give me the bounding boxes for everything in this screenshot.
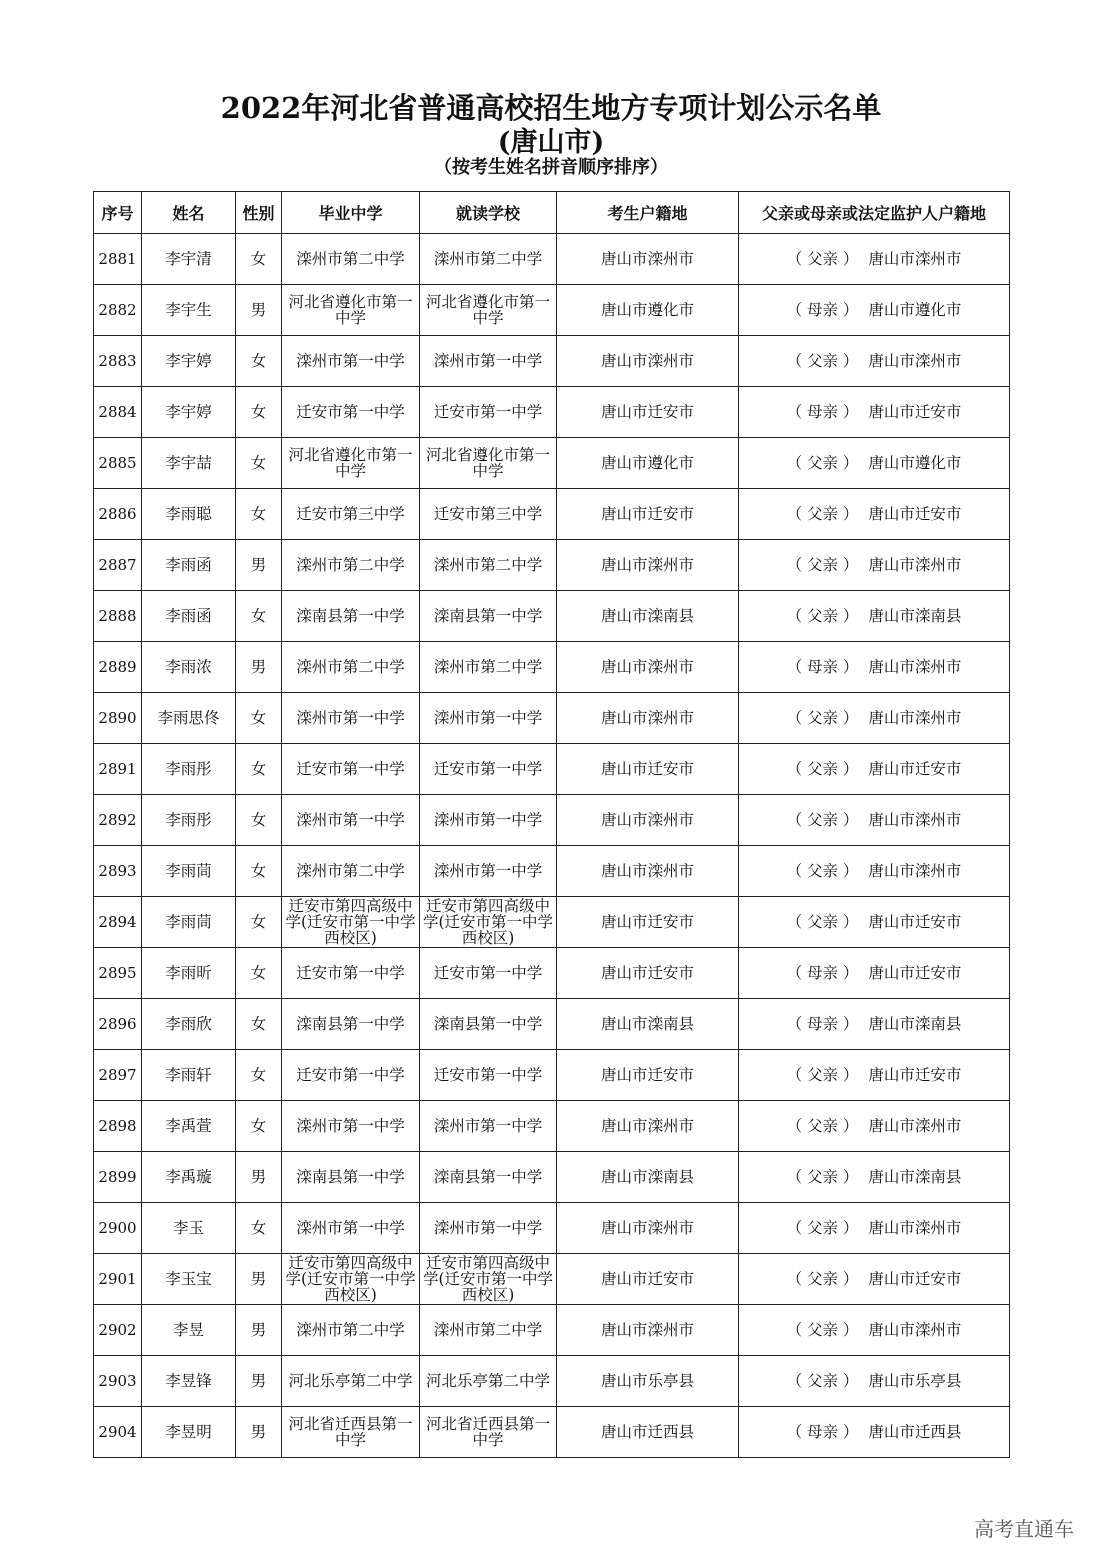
- cell-seq: 2881: [94, 234, 142, 285]
- cell-current-school: 滦州市第二中学: [420, 1305, 557, 1356]
- cell-gender: 女: [236, 693, 282, 744]
- cell-hukou: 唐山市迁安市: [557, 744, 739, 795]
- guardian-place: 唐山市迁安市: [868, 760, 962, 778]
- cell-current-school: 滦州市第一中学: [420, 795, 557, 846]
- cell-guardian-hukou: [739, 234, 1010, 285]
- guardian-place: 唐山市滦州市: [868, 811, 962, 829]
- guardian-relation: （ 父亲 ）: [786, 1270, 859, 1288]
- guardian-place: 唐山市滦州市: [868, 556, 962, 574]
- cell-hukou: 唐山市滦州市: [557, 642, 739, 693]
- watermark-text: 高考直通车: [974, 1517, 1074, 1541]
- cell-guardian-hukou: [739, 1356, 1010, 1407]
- cell-gender: 女: [236, 948, 282, 999]
- guardian-place: 唐山市迁西县: [868, 1423, 962, 1441]
- cell-guardian-hukou: [739, 897, 1010, 948]
- cell-hukou: 唐山市滦州市: [557, 234, 739, 285]
- cell-seq: 2883: [94, 336, 142, 387]
- cell-gender: 女: [236, 744, 282, 795]
- cell-seq: 2890: [94, 693, 142, 744]
- cell-guardian-hukou: [739, 999, 1010, 1050]
- cell-grad-school: 河北省遵化市第一中学: [282, 438, 420, 489]
- cell-grad-school: 河北省遵化市第一中学: [282, 285, 420, 336]
- cell-gender: 男: [236, 1407, 282, 1458]
- cell-guardian-hukou: [739, 1254, 1010, 1305]
- cell-guardian-hukou: [739, 948, 1010, 999]
- guardian-place: 唐山市迁安市: [868, 403, 962, 421]
- cell-seq: 2892: [94, 795, 142, 846]
- cell-hukou: 唐山市迁西县: [557, 1407, 739, 1458]
- cell-hukou: 唐山市迁安市: [557, 387, 739, 438]
- cell-grad-school: 滦州市第二中学: [282, 540, 420, 591]
- cell-seq: 2884: [94, 387, 142, 438]
- cell-seq: 2903: [94, 1356, 142, 1407]
- cell-name: 李雨彤: [142, 795, 236, 846]
- cell-gender: 男: [236, 1356, 282, 1407]
- guardian-place: 唐山市迁安市: [868, 913, 962, 931]
- cell-gender: 女: [236, 897, 282, 948]
- roster-table: [93, 191, 1010, 1458]
- cell-grad-school: 滦州市第二中学: [282, 846, 420, 897]
- cell-grad-school: 滦州市第一中学: [282, 1203, 420, 1254]
- cell-grad-school: 滦南县第一中学: [282, 1152, 420, 1203]
- cell-name: 李雨思佟: [142, 693, 236, 744]
- header-gender: 性别: [236, 192, 282, 234]
- cell-gender: 男: [236, 540, 282, 591]
- cell-hukou: 唐山市滦州市: [557, 540, 739, 591]
- cell-current-school: 滦州市第二中学: [420, 642, 557, 693]
- cell-name: 李雨茼: [142, 846, 236, 897]
- cell-name: 李雨昕: [142, 948, 236, 999]
- cell-name: 李雨欣: [142, 999, 236, 1050]
- table-row: [94, 591, 1010, 642]
- guardian-relation: （ 母亲 ）: [786, 301, 859, 319]
- cell-gender: 女: [236, 795, 282, 846]
- cell-name: 李宇生: [142, 285, 236, 336]
- header-hukou: 考生户籍地: [557, 192, 739, 234]
- table-row: [94, 1050, 1010, 1101]
- cell-seq: 2891: [94, 744, 142, 795]
- cell-seq: 2897: [94, 1050, 142, 1101]
- cell-seq: 2895: [94, 948, 142, 999]
- cell-hukou: 唐山市滦州市: [557, 795, 739, 846]
- guardian-place: 唐山市滦南县: [868, 1015, 962, 1033]
- cell-gender: 女: [236, 1203, 282, 1254]
- cell-hukou: 唐山市滦州市: [557, 336, 739, 387]
- cell-hukou: 唐山市滦州市: [557, 1101, 739, 1152]
- table-row: [94, 438, 1010, 489]
- cell-seq: 2899: [94, 1152, 142, 1203]
- cell-current-school: 河北省迁西县第一中学: [420, 1407, 557, 1458]
- cell-guardian-hukou: [739, 591, 1010, 642]
- cell-grad-school: 迁安市第一中学: [282, 1050, 420, 1101]
- cell-guardian-hukou: [739, 1050, 1010, 1101]
- guardian-relation: （ 父亲 ）: [786, 607, 859, 625]
- guardian-relation: （ 父亲 ）: [786, 505, 859, 523]
- cell-hukou: 唐山市滦南县: [557, 591, 739, 642]
- table-header-row: [94, 192, 1010, 234]
- guardian-place: 唐山市迁安市: [868, 1066, 962, 1084]
- cell-current-school: 滦州市第一中学: [420, 846, 557, 897]
- cell-guardian-hukou: [739, 1101, 1010, 1152]
- cell-name: 李昱明: [142, 1407, 236, 1458]
- table-row: [94, 642, 1010, 693]
- table-row: [94, 1356, 1010, 1407]
- cell-guardian-hukou: [739, 1305, 1010, 1356]
- cell-hukou: 唐山市乐亭县: [557, 1356, 739, 1407]
- cell-grad-school: 迁安市第四高级中学(迁安市第一中学西校区): [282, 1254, 420, 1305]
- table-row: [94, 234, 1010, 285]
- cell-gender: 女: [236, 846, 282, 897]
- guardian-place: 唐山市滦州市: [868, 862, 962, 880]
- cell-seq: 2898: [94, 1101, 142, 1152]
- cell-grad-school: 河北乐亭第二中学: [282, 1356, 420, 1407]
- guardian-relation: （ 父亲 ）: [786, 556, 859, 574]
- cell-grad-school: 滦州市第一中学: [282, 336, 420, 387]
- cell-current-school: 河北乐亭第二中学: [420, 1356, 557, 1407]
- table-body: [94, 234, 1010, 1458]
- guardian-place: 唐山市滦州市: [868, 352, 962, 370]
- guardian-place: 唐山市迁安市: [868, 1270, 962, 1288]
- guardian-relation: （ 父亲 ）: [786, 250, 859, 268]
- cell-guardian-hukou: [739, 489, 1010, 540]
- cell-name: 李宇婷: [142, 336, 236, 387]
- cell-guardian-hukou: [739, 336, 1010, 387]
- cell-hukou: 唐山市滦南县: [557, 999, 739, 1050]
- cell-grad-school: 滦州市第二中学: [282, 234, 420, 285]
- cell-current-school: 滦州市第二中学: [420, 540, 557, 591]
- cell-grad-school: 滦州市第一中学: [282, 1101, 420, 1152]
- cell-current-school: 滦州市第一中学: [420, 336, 557, 387]
- guardian-relation: （ 父亲 ）: [786, 862, 859, 880]
- cell-gender: 女: [236, 999, 282, 1050]
- cell-name: 李宇婷: [142, 387, 236, 438]
- cell-name: 李宇喆: [142, 438, 236, 489]
- cell-grad-school: 迁安市第四高级中学(迁安市第一中学西校区): [282, 897, 420, 948]
- guardian-place: 唐山市迁安市: [868, 505, 962, 523]
- guardian-place: 唐山市滦南县: [868, 1168, 962, 1186]
- page-subtitle: (唐山市): [497, 127, 605, 158]
- cell-gender: 女: [236, 336, 282, 387]
- cell-hukou: 唐山市滦州市: [557, 693, 739, 744]
- cell-current-school: 河北省遵化市第一中学: [420, 438, 557, 489]
- cell-gender: 男: [236, 285, 282, 336]
- cell-seq: 2893: [94, 846, 142, 897]
- guardian-place: 唐山市遵化市: [868, 454, 962, 472]
- cell-name: 李玉: [142, 1203, 236, 1254]
- cell-hukou: 唐山市迁安市: [557, 948, 739, 999]
- cell-hukou: 唐山市滦州市: [557, 1203, 739, 1254]
- cell-guardian-hukou: [739, 1407, 1010, 1458]
- cell-current-school: 迁安市第一中学: [420, 387, 557, 438]
- cell-guardian-hukou: [739, 642, 1010, 693]
- table-row: [94, 693, 1010, 744]
- guardian-place: 唐山市滦州市: [868, 709, 962, 727]
- guardian-relation: （ 母亲 ）: [786, 1015, 859, 1033]
- cell-gender: 女: [236, 234, 282, 285]
- header-guardian-hukou: 父亲或母亲或法定监护人户籍地: [739, 192, 1010, 234]
- table-row: [94, 1305, 1010, 1356]
- cell-seq: 2902: [94, 1305, 142, 1356]
- table-row: [94, 897, 1010, 948]
- cell-gender: 男: [236, 1152, 282, 1203]
- cell-name: 李昱锋: [142, 1356, 236, 1407]
- guardian-relation: （ 父亲 ）: [786, 352, 859, 370]
- cell-name: 李宇清: [142, 234, 236, 285]
- table-row: [94, 1407, 1010, 1458]
- guardian-place: 唐山市滦州市: [868, 1117, 962, 1135]
- guardian-relation: （ 父亲 ）: [786, 1117, 859, 1135]
- cell-gender: 女: [236, 591, 282, 642]
- cell-grad-school: 滦州市第二中学: [282, 642, 420, 693]
- cell-hukou: 唐山市迁安市: [557, 1254, 739, 1305]
- cell-current-school: 迁安市第一中学: [420, 744, 557, 795]
- guardian-relation: （ 父亲 ）: [786, 709, 859, 727]
- cell-name: 李玉宝: [142, 1254, 236, 1305]
- cell-seq: 2896: [94, 999, 142, 1050]
- guardian-relation: （ 母亲 ）: [786, 403, 859, 421]
- guardian-relation: （ 父亲 ）: [786, 1219, 859, 1237]
- guardian-place: 唐山市滦州市: [868, 1321, 962, 1339]
- cell-guardian-hukou: [739, 285, 1010, 336]
- cell-hukou: 唐山市迁安市: [557, 897, 739, 948]
- cell-current-school: 滦南县第一中学: [420, 999, 557, 1050]
- cell-seq: 2887: [94, 540, 142, 591]
- cell-grad-school: 迁安市第一中学: [282, 744, 420, 795]
- guardian-place: 唐山市迁安市: [868, 964, 962, 982]
- table-row: [94, 1152, 1010, 1203]
- cell-seq: 2894: [94, 897, 142, 948]
- table-row: [94, 999, 1010, 1050]
- cell-hukou: 唐山市滦州市: [557, 846, 739, 897]
- cell-current-school: 迁安市第四高级中学(迁安市第一中学西校区): [420, 1254, 557, 1305]
- cell-gender: 女: [236, 1101, 282, 1152]
- cell-seq: 2900: [94, 1203, 142, 1254]
- table-row: [94, 846, 1010, 897]
- cell-gender: 女: [236, 438, 282, 489]
- table-row: [94, 1101, 1010, 1152]
- table-row: [94, 540, 1010, 591]
- cell-grad-school: 滦南县第一中学: [282, 999, 420, 1050]
- cell-grad-school: 滦州市第二中学: [282, 1305, 420, 1356]
- cell-gender: 女: [236, 489, 282, 540]
- guardian-relation: （ 父亲 ）: [786, 1066, 859, 1084]
- cell-name: 李昱: [142, 1305, 236, 1356]
- header-name: 姓名: [142, 192, 236, 234]
- table-row: [94, 285, 1010, 336]
- guardian-relation: （ 母亲 ）: [786, 1423, 859, 1441]
- cell-gender: 男: [236, 1254, 282, 1305]
- cell-name: 李禹萱: [142, 1101, 236, 1152]
- cell-seq: 2889: [94, 642, 142, 693]
- cell-gender: 女: [236, 1050, 282, 1101]
- cell-name: 李雨轩: [142, 1050, 236, 1101]
- cell-seq: 2904: [94, 1407, 142, 1458]
- table-row: [94, 744, 1010, 795]
- cell-current-school: 河北省遵化市第一中学: [420, 285, 557, 336]
- sort-note: （按考生姓名拼音顺序排序）: [434, 157, 668, 178]
- guardian-place: 唐山市滦南县: [868, 607, 962, 625]
- cell-guardian-hukou: [739, 540, 1010, 591]
- cell-current-school: 迁安市第三中学: [420, 489, 557, 540]
- cell-grad-school: 迁安市第三中学: [282, 489, 420, 540]
- cell-gender: 男: [236, 1305, 282, 1356]
- table-row: [94, 387, 1010, 438]
- cell-guardian-hukou: [739, 438, 1010, 489]
- cell-seq: 2885: [94, 438, 142, 489]
- cell-name: 李雨茼: [142, 897, 236, 948]
- header-current-school: 就读学校: [420, 192, 557, 234]
- cell-current-school: 滦南县第一中学: [420, 591, 557, 642]
- page-title: 2022年河北省普通高校招生地方专项计划公示名单: [220, 91, 882, 125]
- cell-guardian-hukou: [739, 744, 1010, 795]
- cell-hukou: 唐山市滦州市: [557, 1305, 739, 1356]
- cell-hukou: 唐山市滦南县: [557, 1152, 739, 1203]
- cell-current-school: 滦南县第一中学: [420, 1152, 557, 1203]
- table-row: [94, 489, 1010, 540]
- cell-hukou: 唐山市迁安市: [557, 489, 739, 540]
- cell-hukou: 唐山市遵化市: [557, 438, 739, 489]
- cell-gender: 女: [236, 387, 282, 438]
- header-seq: 序号: [94, 192, 142, 234]
- cell-current-school: 滦州市第一中学: [420, 1203, 557, 1254]
- guardian-relation: （ 父亲 ）: [786, 913, 859, 931]
- cell-current-school: 迁安市第一中学: [420, 948, 557, 999]
- guardian-relation: （ 父亲 ）: [786, 811, 859, 829]
- table-row: [94, 795, 1010, 846]
- table-row: [94, 336, 1010, 387]
- cell-grad-school: 滦州市第一中学: [282, 693, 420, 744]
- cell-current-school: 迁安市第四高级中学(迁安市第一中学西校区): [420, 897, 557, 948]
- guardian-relation: （ 母亲 ）: [786, 964, 859, 982]
- cell-current-school: 滦州市第一中学: [420, 1101, 557, 1152]
- cell-name: 李雨浓: [142, 642, 236, 693]
- guardian-place: 唐山市滦州市: [868, 658, 962, 676]
- cell-guardian-hukou: [739, 387, 1010, 438]
- table-row: [94, 948, 1010, 999]
- guardian-relation: （ 父亲 ）: [786, 760, 859, 778]
- cell-seq: 2901: [94, 1254, 142, 1305]
- cell-current-school: 滦州市第二中学: [420, 234, 557, 285]
- table-row: [94, 1254, 1010, 1305]
- cell-name: 李雨彤: [142, 744, 236, 795]
- cell-guardian-hukou: [739, 1203, 1010, 1254]
- guardian-relation: （ 父亲 ）: [786, 1168, 859, 1186]
- guardian-place: 唐山市遵化市: [868, 301, 962, 319]
- table-row: [94, 1203, 1010, 1254]
- guardian-place: 唐山市乐亭县: [868, 1372, 962, 1390]
- guardian-relation: （ 父亲 ）: [786, 454, 859, 472]
- header-grad-school: 毕业中学: [282, 192, 420, 234]
- guardian-relation: （ 母亲 ）: [786, 658, 859, 676]
- cell-name: 李雨函: [142, 540, 236, 591]
- cell-name: 李雨聪: [142, 489, 236, 540]
- cell-grad-school: 滦南县第一中学: [282, 591, 420, 642]
- cell-name: 李雨函: [142, 591, 236, 642]
- cell-hukou: 唐山市迁安市: [557, 1050, 739, 1101]
- guardian-relation: （ 父亲 ）: [786, 1372, 859, 1390]
- cell-grad-school: 迁安市第一中学: [282, 948, 420, 999]
- cell-name: 李禹璇: [142, 1152, 236, 1203]
- cell-guardian-hukou: [739, 846, 1010, 897]
- cell-seq: 2882: [94, 285, 142, 336]
- cell-gender: 男: [236, 642, 282, 693]
- cell-current-school: 滦州市第一中学: [420, 693, 557, 744]
- cell-hukou: 唐山市遵化市: [557, 285, 739, 336]
- cell-grad-school: 迁安市第一中学: [282, 387, 420, 438]
- cell-seq: 2886: [94, 489, 142, 540]
- guardian-place: 唐山市滦州市: [868, 250, 962, 268]
- guardian-relation: （ 父亲 ）: [786, 1321, 859, 1339]
- cell-guardian-hukou: [739, 795, 1010, 846]
- cell-grad-school: 滦州市第一中学: [282, 795, 420, 846]
- cell-seq: 2888: [94, 591, 142, 642]
- cell-guardian-hukou: [739, 1152, 1010, 1203]
- guardian-place: 唐山市滦州市: [868, 1219, 962, 1237]
- cell-current-school: 迁安市第一中学: [420, 1050, 557, 1101]
- cell-guardian-hukou: [739, 693, 1010, 744]
- cell-grad-school: 河北省迁西县第一中学: [282, 1407, 420, 1458]
